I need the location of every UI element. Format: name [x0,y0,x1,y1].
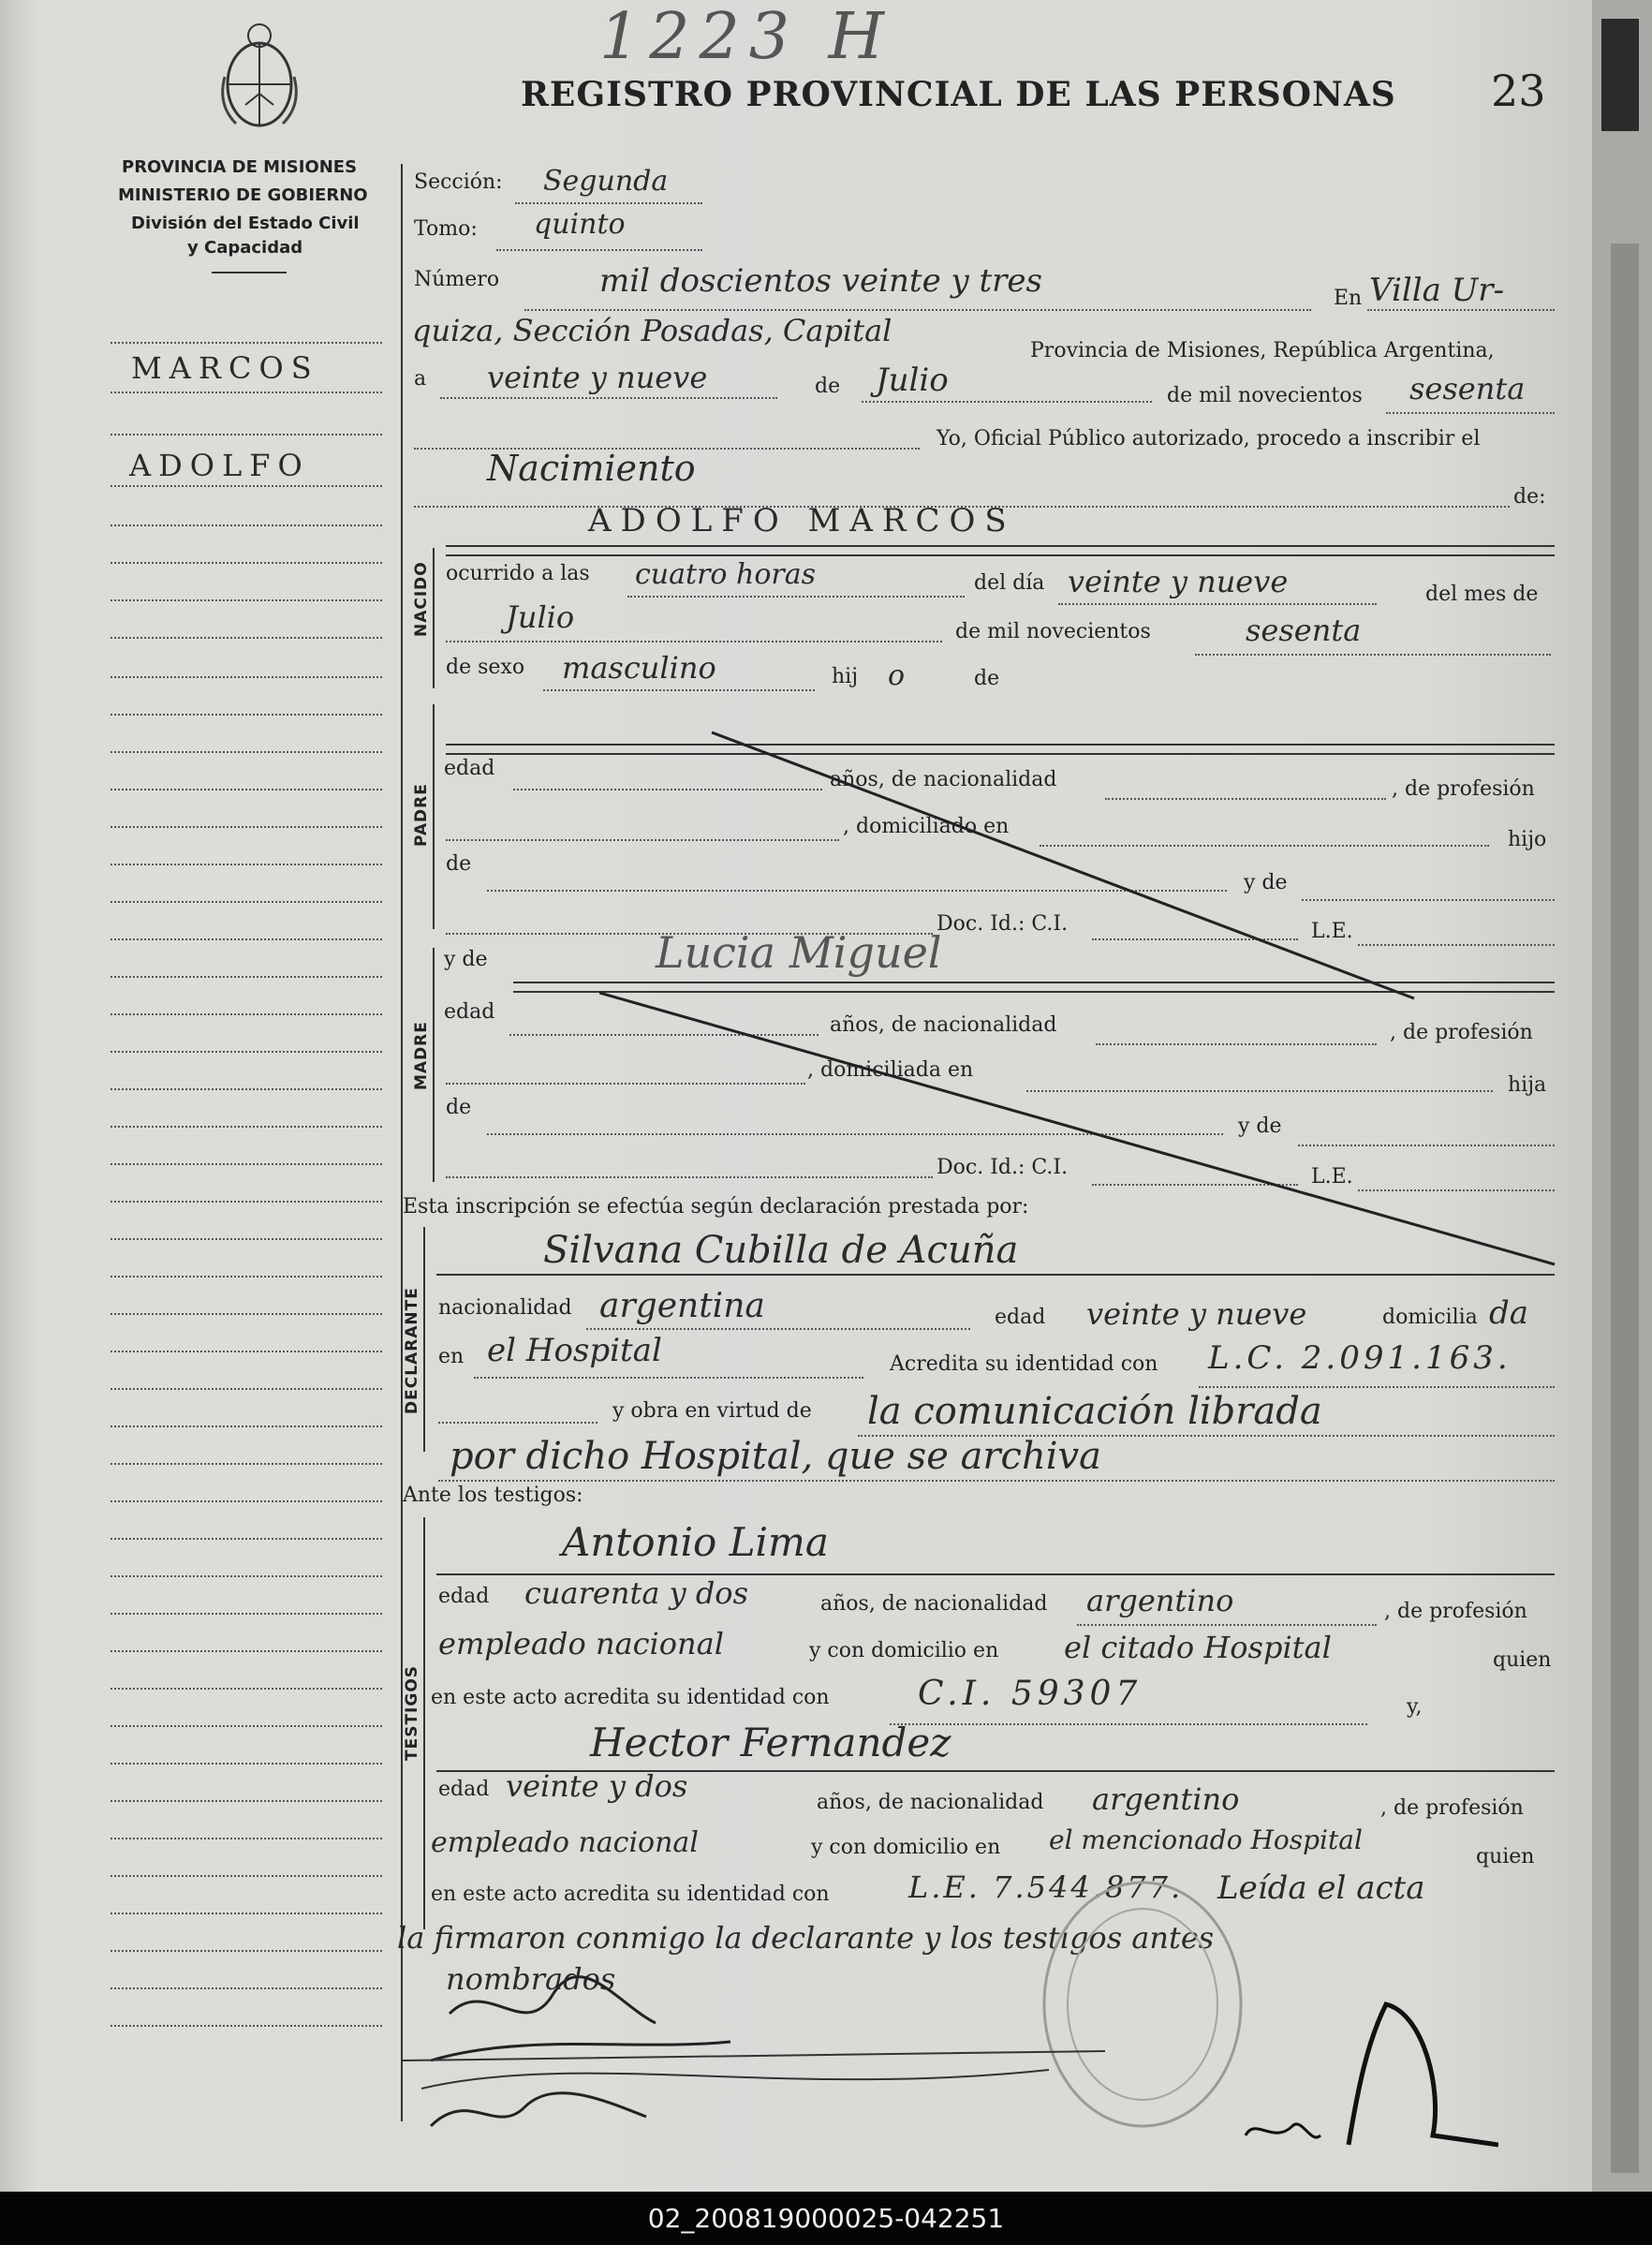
strike-lines [599,721,1564,1283]
t2-dom-label: y con domicilio en [811,1836,1001,1859]
nacido-name: ADOLFO MARCOS [588,502,1016,539]
provincia-text: Provincia de Misiones, República Argentina, [1030,339,1495,362]
closing-1: Leída el acta [1217,1869,1425,1907]
t1-nac-label: años, de nacionalidad [820,1592,1048,1616]
padre-hijo-label: hijo [1508,828,1547,851]
registry-title: REGISTRO PROVINCIAL DE LAS PERSONAS [521,75,1396,114]
madre-prof-label: , de profesión [1390,1021,1533,1044]
declarante-intro: Esta inscripción se efectúa según declaración prestada por: [403,1195,1029,1219]
t2-edad-label: edad [438,1778,490,1801]
madre-le-label: L.E. [1311,1165,1353,1189]
madre-yde2-label: y de [1238,1115,1282,1138]
t1-nac: argentino [1086,1583,1234,1618]
madre-name: Lucia Miguel [656,927,942,978]
t2-prof: empleado nacional [431,1826,699,1859]
madre-de-label: de [446,1096,472,1119]
declarante-en-value: el Hospital [487,1332,662,1369]
t1-dom-label: y con domicilio en [809,1639,999,1662]
org-line-2: MINISTERIO DE GOBIERNO [118,185,368,205]
tomo-label: Tomo: [414,217,478,241]
closing-2: la firmaron conmigo la declarante y los testigos antes [397,1920,1215,1956]
de-label: de [815,375,841,398]
signature-official [1217,1986,1498,2173]
madre-dom-label: , domiciliada en [807,1058,974,1082]
closing-3: nombrados [446,1961,616,1997]
declarante-en-label: en [438,1345,465,1368]
en-value-1: Villa Ur- [1369,272,1505,309]
anio-label: de mil novecientos [955,620,1151,643]
month-value: Julio [876,362,949,399]
t1-y: y, [1407,1695,1423,1719]
del-dia-label: del día [974,571,1045,595]
declarante-section-label: DECLARANTE [403,1287,421,1414]
numero-value: mil doscientos veinte y tres [599,262,1042,300]
binding-edge [1592,0,1652,2192]
t2-nac-label: años, de nacionalidad [817,1791,1044,1814]
sexo-value: masculino [562,650,716,686]
declarante-domicilia-label: domicilia [1382,1306,1478,1329]
padre-prof-label: , de profesión [1392,777,1535,801]
padre-de-label: de [446,852,472,876]
hora-value: cuatro horas [635,558,817,591]
declarante-edad-value: veinte y nueve [1086,1296,1307,1332]
seccion-value: Segunda [543,165,669,198]
padre-edad-label: edad [444,757,495,780]
acredita-value: L.C. 2.091.163. [1208,1339,1512,1377]
testigos-section-label: TESTIGOS [403,1664,421,1761]
t1-edad-label: edad [438,1585,490,1608]
padre-dom-label: , domiciliado en [843,815,1010,838]
day-value: veinte y nueve [487,360,708,395]
a-label: a [414,367,427,391]
dia-value: veinte y nueve [1068,564,1289,599]
year-value: sesenta [1409,371,1526,406]
acto-value: Nacimiento [487,448,696,489]
padre-le-label: L.E. [1311,920,1353,943]
testigos-intro: Ante los testigos: [403,1484,583,1507]
t1-quien: quien [1493,1648,1552,1672]
virtud-label: y obra en virtud de [612,1399,812,1423]
t2-quien: quien [1476,1845,1535,1868]
testigo-2-name: Hector Fernandez [590,1720,951,1765]
padre-nac-label: años, de nacionalidad [830,768,1057,791]
madre-edad-label: edad [444,1000,495,1024]
t1-id: C.I. 59307 [918,1675,1143,1713]
t2-dom: el mencionado Hospital [1049,1824,1363,1855]
de-colon-label: de: [1513,485,1546,509]
madre-section-label: MADRE [412,1021,431,1090]
org-underline [212,272,287,273]
year-prefix: de mil novecientos [1167,384,1363,407]
padre-section-label: PADRE [412,783,431,847]
t2-id: L.E. 7.544.877. [908,1869,1184,1905]
madre-hija-label: hija [1508,1073,1547,1097]
t2-edad: veinte y dos [506,1768,688,1804]
coat-of-arms-emblem [217,21,302,133]
t1-acredita-label: en este acto acredita su identidad con [431,1686,830,1709]
hij-value: o [888,659,906,692]
anio-value: sesenta [1246,613,1362,648]
virtud-value-2: por dicho Hospital, que se archiva [450,1435,1101,1478]
declarante-name: Silvana Cubilla de Acuña [543,1229,1019,1272]
declarante-edad-label: edad [995,1306,1046,1329]
declarante-nac-value: argentina [599,1287,765,1325]
seccion-label: Sección: [414,170,503,194]
page-number: 23 [1491,66,1546,116]
testigo-1-name: Antonio Lima [562,1519,829,1565]
t2-prof-label: , de profesión [1380,1796,1524,1820]
org-line-4: y Capacidad [187,238,303,258]
ocurrido-label: ocurrido a las [446,562,590,585]
tomo-value: quinto [534,208,626,241]
en-value-2: quiza, Sección Posadas, Capital [412,313,892,348]
madre-yde-label: y de [444,948,488,971]
org-line-3: División del Estado Civil [131,214,360,233]
padre-yde-label: y de [1244,871,1288,894]
t1-prof: empleado nacional [438,1626,724,1662]
org-line-1: PROVINCIA DE MISIONES [122,157,358,177]
en-label: En [1334,287,1363,310]
nacido-section-label: NACIDO [412,561,431,637]
margin-surname: MARCOS [131,350,319,386]
acredita-label: Acredita su identidad con [890,1352,1158,1376]
oficial-text: Yo, Oficial Público autorizado, procedo a inscribir el [937,427,1481,450]
padre-doc-label: Doc. Id.: C.I. [937,912,1069,936]
t2-nac: argentino [1092,1781,1240,1817]
del-mes-label: del mes de [1425,583,1539,606]
margin-divider [401,164,403,2121]
margin-given-name: ADOLFO [129,448,310,483]
virtud-value-1: la comunicación librada [867,1390,1322,1433]
t1-edad: cuarenta y dos [524,1575,748,1611]
mes-value: Julio [506,599,575,635]
madre-nac-label: años, de nacionalidad [830,1013,1057,1037]
nacido-de-label: de [974,667,1000,690]
hij-label: hij [832,665,859,688]
t2-acredita-label: en este acto acredita su identidad con [431,1883,830,1906]
t1-prof-label: , de profesión [1384,1600,1527,1623]
t1-dom: el citado Hospital [1064,1630,1332,1665]
declarante-nac-label: nacionalidad [438,1296,572,1320]
scan-filename: 02_200819000025-042251 [0,2192,1652,2245]
sexo-label: de sexo [446,656,525,679]
declarante-domicilia-suffix: da [1489,1294,1529,1332]
signature-witnesses [393,2032,1143,2164]
numero-label: Número [414,268,500,291]
handwritten-file-number: 1223 H [599,0,893,74]
madre-doc-label: Doc. Id.: C.I. [937,1156,1069,1179]
